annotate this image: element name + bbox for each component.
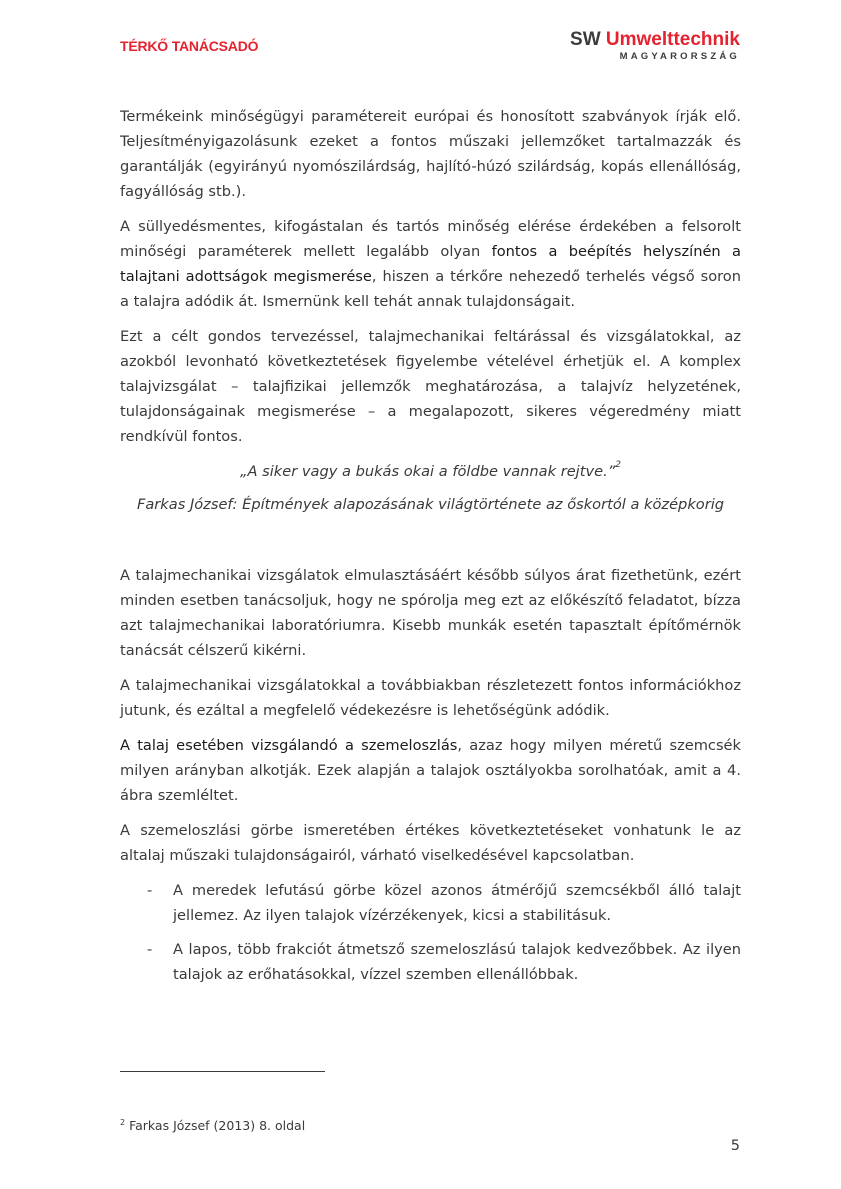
paragraph-text: A süllyedésmentes, kifogástalan és tartós minőség elérése érdekében a felsorolt minőségi paraméterek mellett legalább olyan <box>120 218 741 260</box>
logo-brand: Umwelttechnik <box>605 29 740 50</box>
list-item-text: A lapos, több frakciót átmetsző szemeloszlású talajok kedvezőbbek. Az ilyen talajok az erőhatásokkal, vízzel szemben ellenállóbbak. <box>173 941 741 983</box>
paragraph-information: A talajmechanikai vizsgálatokkal a továbbiakban részletezett fontos információkhoz jutunk, és ezáltal a megfelelő védekezésre is lehetőségünk adódik. <box>120 677 741 719</box>
logo-country: MAGYARORSZÁG <box>619 51 740 62</box>
quote-text: „A siker vagy a bukás okai a földbe vannak rejtve.” <box>239 463 616 480</box>
section-title: TÉRKŐ TANÁCSADÓ <box>120 38 259 54</box>
highlighted-text: fontos a beépítés helyszínén a talajtani adottságok megismerése <box>120 243 741 285</box>
page-number: 5 <box>730 1138 740 1154</box>
bullet-marker: - <box>147 941 153 958</box>
quote <box>120 459 741 484</box>
logo-sw: SW <box>570 29 601 50</box>
quote-source: Farkas József: Építmények alapozásának világtörténete az őskortól a középkorig <box>136 496 725 513</box>
paragraph-soil-testing: Ezt a célt gondos tervezéssel, talajmechanikai feltárással és vizsgálatokkal, az azokból levonható következtetések figyelembe vételével érhetjük el. A komplex talajvizsgálat – talajfizikai jellemzők meghatározása, a talajvíz helyzetének, tulajdonságainak megismerése – a megalapozott, sikeres végeredmény miatt rendkívül fontos. <box>120 328 741 445</box>
footnote-reference[interactable]: 2 <box>615 460 622 470</box>
list-item <box>120 878 741 928</box>
list-item-text: A meredek lefutású görbe közel azonos átmérőjű szemcsékből álló talajt jellemez. Az ilyen talajok vízérzékenyek, kicsi a stabilitásuk. <box>173 882 741 924</box>
bullet-marker: - <box>147 882 153 899</box>
highlighted-text: A talaj esetében vizsgálandó a szemeloszlás <box>120 737 458 754</box>
bullet-list <box>120 878 741 987</box>
company-logo <box>570 30 740 63</box>
paragraph-text: , hiszen a térkőre nehezedő terhelés végső soron a talajra adódik át. Ismernünk kell tehát annak tulajdonságait. <box>120 268 741 310</box>
footnote-text: Farkas József (2013) 8. oldal <box>125 1118 306 1133</box>
paragraph-soil-importance <box>120 214 741 314</box>
paragraph-text: , azaz hogy milyen méretű szemcsék milyen arányban alkotják. Ezek alapján a talajok osztályokba sorolhatóak, amit a 4. ábra szemléltet. <box>120 737 741 804</box>
footnote-number: 2 <box>120 1118 126 1127</box>
page-body <box>120 104 741 996</box>
paragraph-lab-advice: A talajmechanikai vizsgálatok elmulasztásáért később súlyos árat fizethetünk, ezért minden esetben tanácsoljuk, hogy ne spórolja meg ezt az előkészítő feladatot, bízza azt talajmechanikai laboratóriumra. Kisebb munkák esetén tapasztalt építőmérnök tanácsát célszerű kikérni. <box>120 567 741 659</box>
footnote <box>120 1118 305 1133</box>
list-item <box>120 937 741 987</box>
paragraph-grading-curve: A szemeloszlási görbe ismeretében értékes következtetéseket vonhatunk le az altalaj műszaki tulajdonságairól, várható viselkedésével kapcsolatban. <box>120 822 741 864</box>
paragraph-grain-distribution <box>120 733 741 808</box>
logo-wordmark <box>570 30 740 50</box>
paragraph-quality-standards: Termékeink minőségügyi paramétereit európai és honosított szabványok írják elő. Teljesítményigazolásunk ezeket a fontos műszaki jellemzőket tartalmazzák és garantálják (egyirányú nyomószilárdság, hajlító-húzó szilárdság, kopás ellenállóság, fagyállóság stb.). <box>120 108 741 200</box>
footnote-divider <box>120 1071 325 1072</box>
